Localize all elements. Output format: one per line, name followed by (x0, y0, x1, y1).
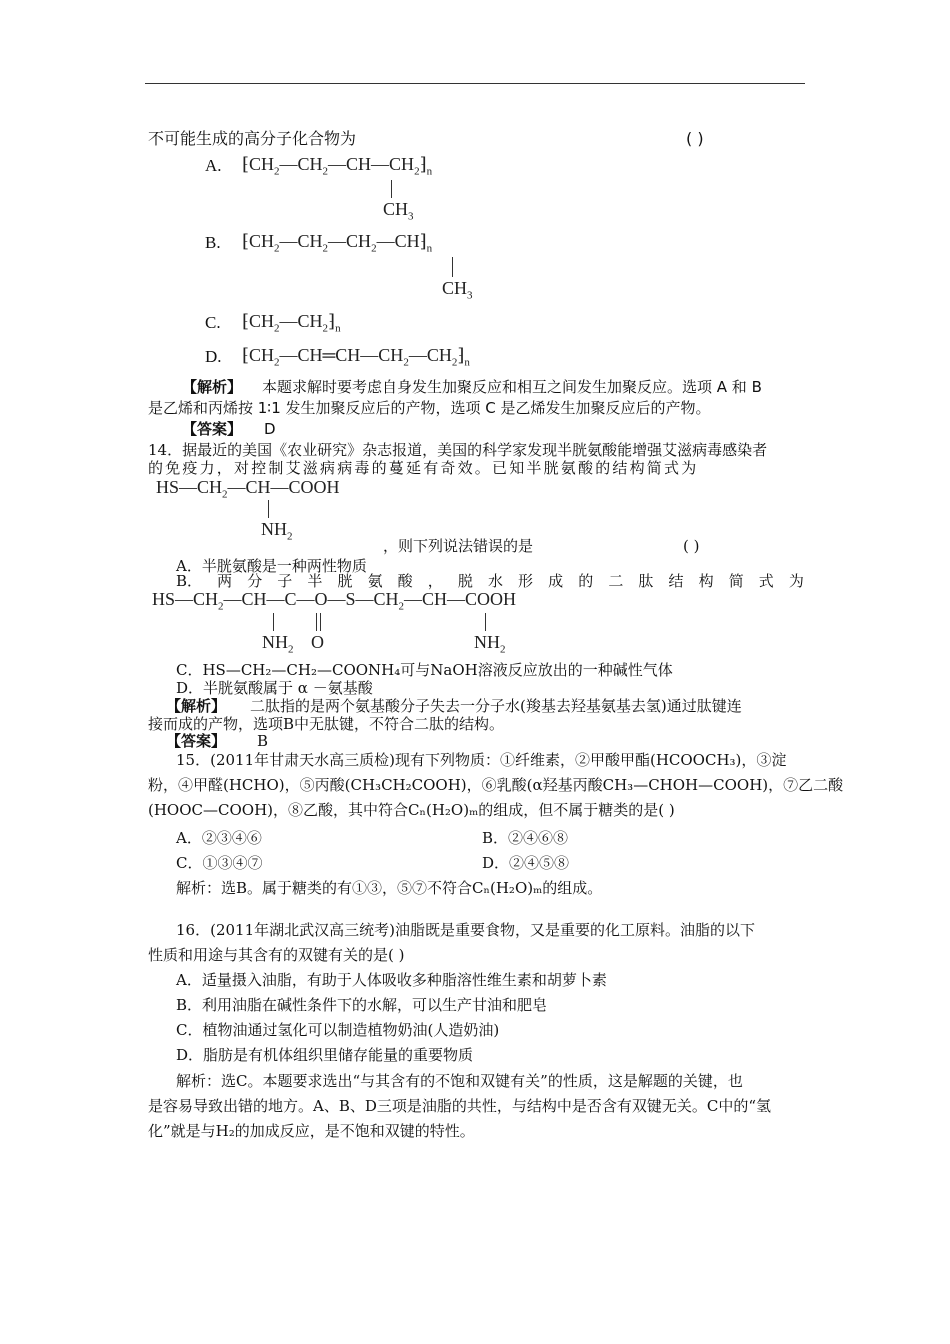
q13-option-a-label: A. (205, 156, 222, 175)
q16-line2: 性质和用途与其含有的双键有关的是( ) (148, 946, 405, 964)
q16-option-b: B．利用油脂在碱性条件下的水解，可以生产甘油和肥皂 (176, 996, 548, 1014)
q16-line1: 16．(2011年湖北武汉高三统考)油脂既是重要食物，又是重要的化工原料。油脂的以下 (176, 921, 755, 939)
q14-dipeptide-bond-2 (485, 613, 486, 631)
q13-option-b-structure: $⁅CH_2—CH_2—CH_2—CH⁆_n$ (242, 231, 433, 255)
q13-option-a-methyl: $CH_3$ (383, 199, 414, 223)
q14-option-b-word: 式 (758, 572, 774, 590)
q14-option-b-word: 构 (698, 572, 714, 590)
q14-option-a: A．半胱氨酸是一种两性物质 (176, 557, 367, 575)
q16-option-d: D．脂肪是有机体组织里储存能量的重要物质 (176, 1046, 474, 1064)
q16-analysis-line3: 化”就是与H₂的加成反应，是不饱和双键的特性。 (148, 1122, 475, 1140)
q14-option-b-line (176, 570, 804, 591)
q16-analysis-line2: 是容易导致出错的地方。A、B、D三项是油脂的共性，与结构中是否含有双键无关。C中的“氢 (148, 1097, 772, 1115)
q14-dipeptide-double-bond-a (316, 613, 317, 631)
q13-option-c-label: C. (205, 313, 221, 332)
q14-option-b-word: B． (176, 572, 203, 590)
q13-option-b-methyl: $CH_3$ (442, 278, 473, 302)
q14-analysis-line2: 接而成的产物，选项B中无肽键，不符合二肽的结构。 (148, 715, 505, 733)
q14-dipeptide-amino-1: $NH_2$ (262, 632, 294, 656)
q13-option-d-label: D. (205, 347, 222, 366)
q16-option-c: C．植物油通过氢化可以制造植物奶油(人造奶油) (176, 1021, 500, 1039)
header-rule (145, 83, 805, 84)
q16-analysis-line1: 解析：选C。本题要求选出“与其含有的不饱和双键有关”的性质，这是解题的关键，也 (176, 1072, 743, 1090)
q14-dipeptide-amino-2: $NH_2$ (474, 632, 506, 656)
q13-answer: D (264, 420, 276, 438)
q14-line1: 14．据最近的美国《农业研究》杂志报道，美国的科学家发现半胱氨酸能增强艾滋病毒感染者 (148, 441, 768, 459)
q14-cysteine-structure: $HS—CH_2—CH—COOH$ (156, 477, 340, 501)
q13-option-c-structure: $⁅CH_2—CH_2⁆_n$ (242, 311, 341, 335)
q14-analysis-line1: 二肽指的是两个氨基酸分子失去一分子水(羧基去羟基氨基去氢)通过肽键连 (250, 697, 742, 715)
q14-option-b-word: 胱 (337, 572, 353, 590)
q14-option-b-word: 水 (487, 572, 503, 590)
q14-line2: 的免疫力，对控制艾滋病病毒的蔓延有奇效。已知半胱氨酸的结构简式为 (148, 459, 699, 477)
q14-dipeptide-double-bond-b (320, 613, 321, 631)
q14-option-b-word: 半 (307, 572, 323, 590)
q15-analysis: 解析：选B。属于糖类的有①③，⑤⑦不符合Cₙ(H₂O)ₘ的组成。 (176, 879, 603, 897)
q14-option-b-word: 简 (728, 572, 744, 590)
q15-line2: 粉，④甲醛(HCHO)，⑤丙酸(CH₃CH₂COOH)，⑥乳酸(α羟基丙酸CH₃—CHOH—COOH)，⑦乙二酸 (148, 776, 844, 794)
q14-analysis-tag: 【解析】 (166, 697, 227, 715)
q14-option-b-word: 子 (277, 572, 293, 590)
q14-option-b-word: 结 (668, 572, 684, 590)
q14-answer-tag: 【答案】 (166, 732, 227, 750)
q14-option-c: C．HS—CH₂—CH₂—COONH₄可与NaOH溶液反应放出的一种碱性气体 (176, 661, 673, 679)
q15-line3: (HOOC—COOH)，⑧乙酸，其中符合Cₙ(H₂O)ₘ的组成，但不属于糖类的是( ) (148, 801, 675, 819)
q14-option-b-word: 酸 (397, 572, 413, 590)
q14-option-b-word: 的 (578, 572, 594, 590)
q15-option-d: D．②④⑤⑧ (482, 854, 570, 872)
q14-option-b-word: 两 (217, 572, 233, 590)
q14-option-b-word: 脱 (457, 572, 473, 590)
q15-option-a: A．②③④⑥ (176, 829, 262, 847)
q14-option-b-word: 肽 (638, 572, 654, 590)
q15-line1: 15．(2011年甘肃天水高三质检)现有下列物质：①纤维素，②甲酸甲酯(HCOOCH₃)，③淀 (176, 751, 787, 769)
q14-dipeptide-oxygen: O (311, 632, 324, 652)
q14-option-b-word: 氨 (367, 572, 383, 590)
q14-option-b-word: 为 (788, 572, 804, 590)
q13-analysis-tag: 【解析】 (182, 378, 243, 396)
q14-dipeptide-bond-1 (273, 613, 274, 631)
q13-analysis-line1: 本题求解时要考虑自身发生加聚反应和相互之间发生加聚反应。选项 A 和 B (262, 378, 762, 396)
q14-option-d: D．半胱氨酸属于 α －氨基酸 (176, 679, 373, 697)
q13-option-b-label: B. (205, 233, 221, 252)
q13-answer-paren: ( ) (686, 129, 704, 148)
q14-option-b-word: 形 (518, 572, 534, 590)
q14-cysteine-amino: $NH_2$ (261, 519, 293, 543)
q14-answer-paren: ( ) (683, 537, 700, 555)
q13-analysis-line2: 是乙烯和丙烯按 1∶1 发生加聚反应后的产物，选项 C 是乙烯发生加聚反应后的产物。 (148, 399, 711, 417)
q16-option-a: A．适量摄入油脂，有助于人体吸收多种脂溶性维生素和胡萝卜素 (176, 971, 607, 989)
q14-answer: B (257, 732, 269, 750)
q14-option-b-word: 分 (247, 572, 263, 590)
q13-option-a-bond (391, 180, 392, 198)
q14-cysteine-bond (268, 500, 269, 518)
q15-option-b: B．②④⑥⑧ (482, 829, 569, 847)
q13-option-d-structure: $⁅CH_2—CH═CH—CH_2—CH_2⁆_n$ (242, 345, 470, 369)
q13-answer-tag: 【答案】 (182, 420, 243, 438)
q13-option-a-structure: $⁅CH_2—CH_2—CH—CH_2⁆_n$ (242, 154, 433, 178)
q14-option-b-word: 成 (548, 572, 564, 590)
q13-option-b-bond (452, 257, 453, 277)
q14-dipeptide-structure: $HS—CH_2—CH—C—O—S—CH_2—CH—COOH$ (152, 589, 517, 613)
q14-struct-tail: ，则下列说法错误的是 (383, 537, 534, 555)
q13-stem: 不可能生成的高分子化合物为 (148, 129, 357, 148)
q15-option-c: C．①③④⑦ (176, 854, 263, 872)
q14-option-b-word: ， (427, 572, 443, 590)
q14-option-b-word: 二 (608, 572, 624, 590)
